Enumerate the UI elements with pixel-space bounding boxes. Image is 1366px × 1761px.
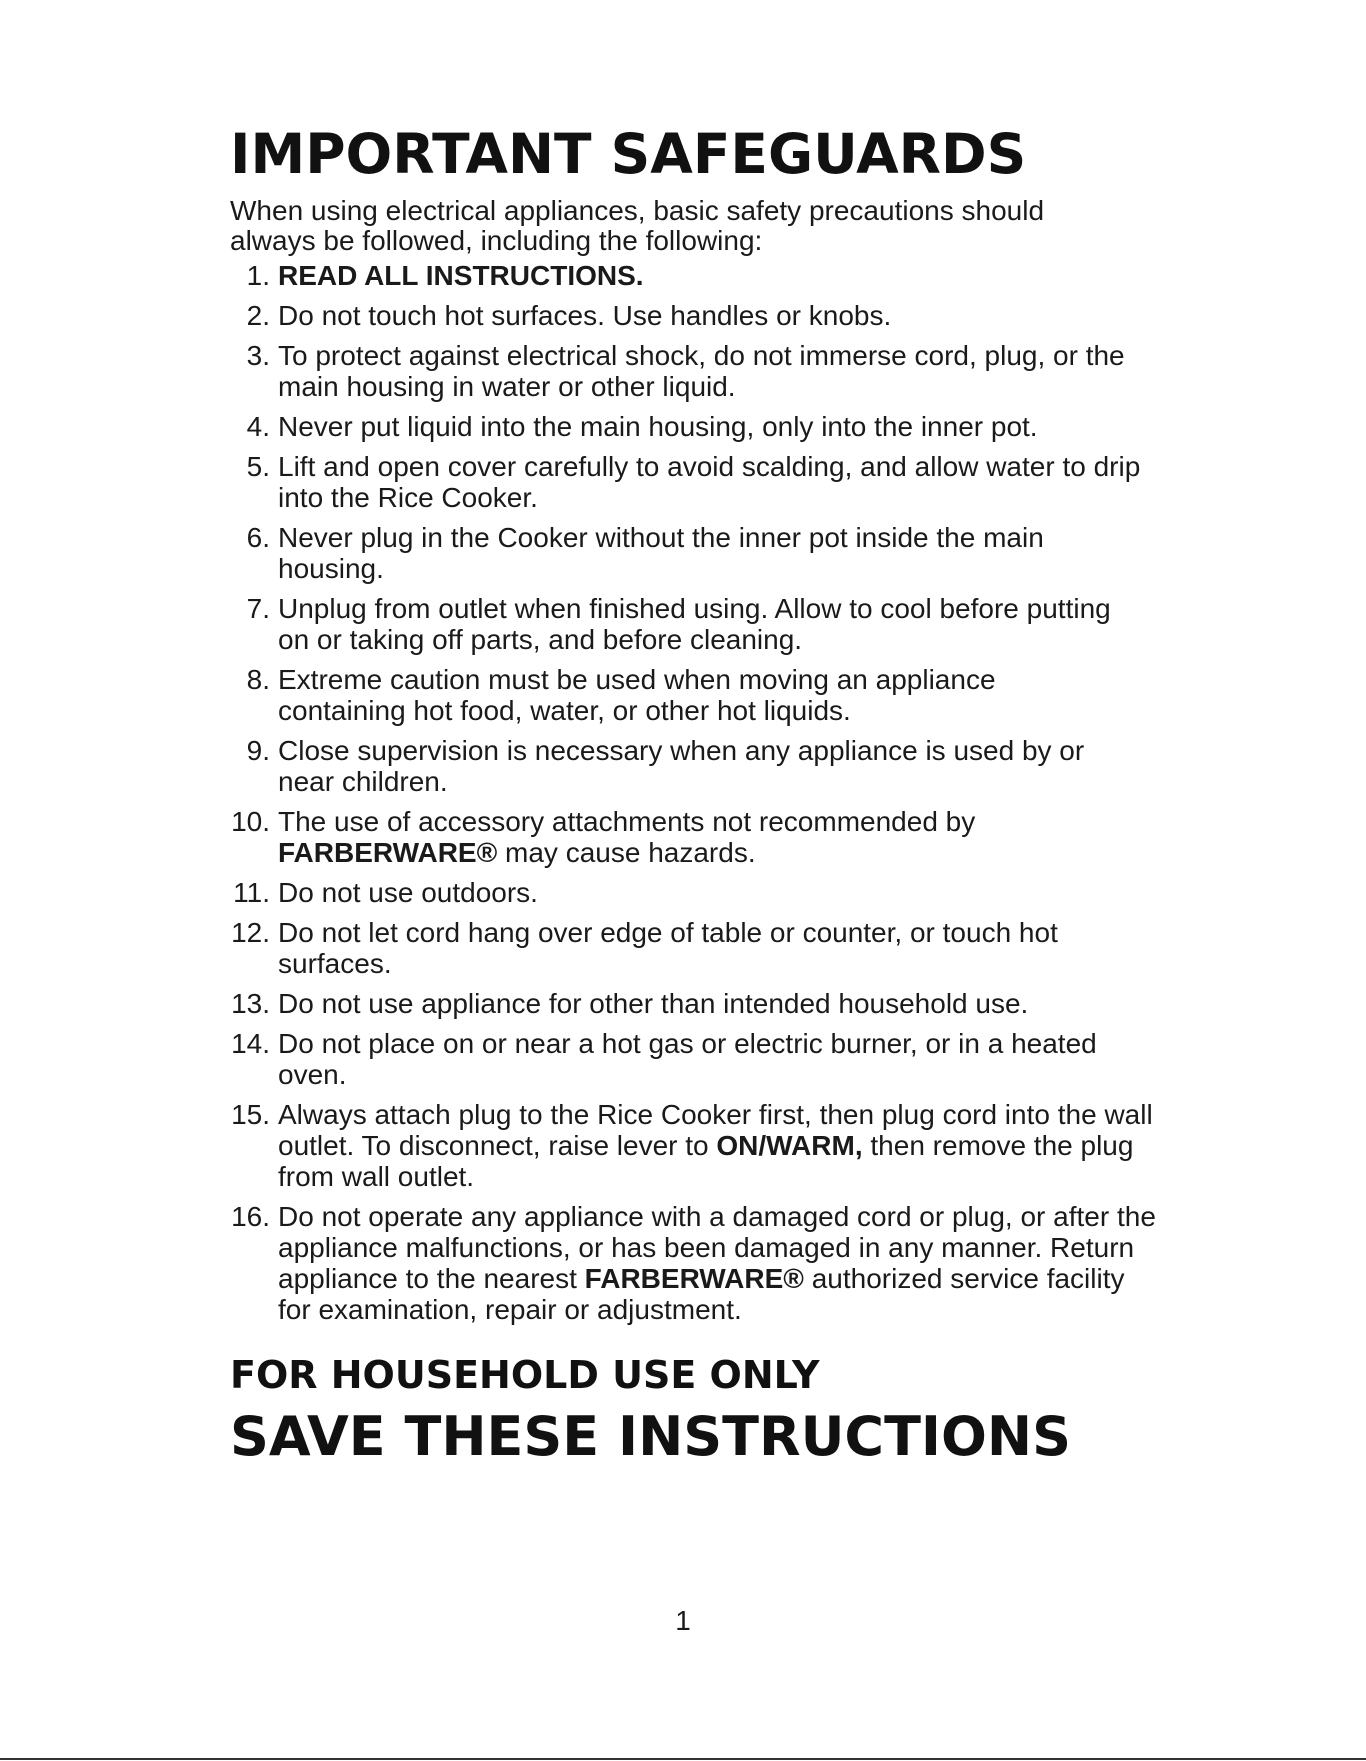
item-text: Do not operate any appliance with a damaged cord or plug, or after the appliance malfunctions, or has been damaged in any manner. Return appliance to the nearest — [278, 1201, 1156, 1294]
list-item-9 — [230, 735, 1138, 797]
item-text-continued: then remove the plug from wall outlet. — [278, 1130, 1134, 1192]
list-item-15 — [230, 1099, 1158, 1192]
item-number: 2. — [246, 300, 270, 331]
item-number: 14. — [231, 1028, 270, 1059]
item-text: Never put liquid into the main housing, only into the inner pot. — [278, 411, 1038, 442]
document-page — [230, 118, 1230, 1471]
intro-text: When using electrical appliances, basic safety precautions should always be followed, including the following: — [230, 195, 1045, 256]
item-text: Always attach plug to the Rice Cooker first, then plug cord into the wall outlet. To disconnect, raise lever to — [278, 1099, 1153, 1161]
item-number: 16. — [231, 1201, 270, 1232]
safeguards-list — [230, 260, 1230, 1325]
item-text: The use of accessory attachments not recommended by — [278, 806, 976, 837]
item-text: Extreme caution must be used when moving an appliance containing hot food, water, or other hot liquids. — [278, 664, 996, 726]
item-text: Lift and open cover carefully to avoid scalding, and allow water to drip into the Rice Cooker. — [278, 451, 1141, 513]
list-item-16 — [230, 1201, 1158, 1325]
item-number: 5. — [246, 451, 270, 482]
item-text: Do not use appliance for other than intended household use. — [278, 988, 1029, 1019]
list-item-4 — [230, 411, 1230, 442]
list-item-2 — [230, 300, 1230, 331]
item-text: Unplug from outlet when finished using. Allow to cool before putting on or taking off parts, and before cleaning. — [278, 593, 1111, 655]
page-title: IMPORTANT SAFEGUARDS — [230, 122, 1027, 186]
list-item-11 — [230, 877, 1230, 908]
list-item-10 — [230, 806, 1038, 868]
page-number: 1 — [675, 1605, 691, 1636]
list-item-7 — [230, 593, 1128, 655]
item-text: Do not let cord hang over edge of table or counter, or touch hot surfaces. — [278, 917, 1058, 979]
list-item-3 — [230, 340, 1158, 402]
item-number: 11. — [233, 877, 270, 908]
brand-name: FARBERWARE® — [278, 837, 498, 868]
list-item-14 — [230, 1028, 1108, 1090]
item-number: 8. — [246, 664, 270, 695]
list-item-12 — [230, 917, 1108, 979]
item-text-continued: authorized service facility for examination, repair or adjustment. — [278, 1263, 1125, 1325]
list-item-5 — [230, 451, 1178, 513]
item-number: 13. — [231, 988, 270, 1019]
item-text: Do not place on or near a hot gas or electric burner, or in a heated oven. — [278, 1028, 1097, 1090]
item-number: 4. — [246, 411, 270, 442]
item-number: 1. — [246, 260, 270, 291]
list-item-1 — [230, 260, 1230, 291]
item-number: 3. — [246, 340, 270, 371]
brand-name: FARBERWARE® — [584, 1263, 804, 1294]
item-text: Do not touch hot surfaces. Use handles or knobs. — [278, 300, 892, 331]
item-number: 6. — [246, 522, 270, 553]
list-item-13 — [230, 988, 1230, 1019]
item-number: 10. — [231, 806, 270, 837]
on-warm-label: ON/WARM, — [716, 1130, 863, 1161]
item-text: READ ALL INSTRUCTIONS. — [278, 260, 644, 291]
item-text: Never plug in the Cooker without the inner pot inside the main housing. — [278, 522, 1044, 584]
list-item-6 — [230, 522, 1068, 584]
household-use-heading: FOR HOUSEHOLD USE ONLY — [230, 1353, 820, 1397]
item-text-continued: may cause hazards. — [505, 837, 756, 868]
item-number: 7. — [246, 593, 270, 624]
item-number: 12. — [231, 917, 270, 948]
item-text: Close supervision is necessary when any appliance is used by or near children. — [278, 735, 1085, 797]
scan-edge-line — [0, 1758, 1366, 1760]
item-number: 9. — [246, 735, 270, 766]
item-number: 15. — [231, 1099, 270, 1130]
item-text: Do not use outdoors. — [278, 877, 538, 908]
item-text: To protect against electrical shock, do not immerse cord, plug, or the main housing in water or other liquid. — [278, 340, 1125, 402]
save-instructions-heading: SAVE THESE INSTRUCTIONS — [230, 1405, 1071, 1468]
list-item-8 — [230, 664, 1088, 726]
